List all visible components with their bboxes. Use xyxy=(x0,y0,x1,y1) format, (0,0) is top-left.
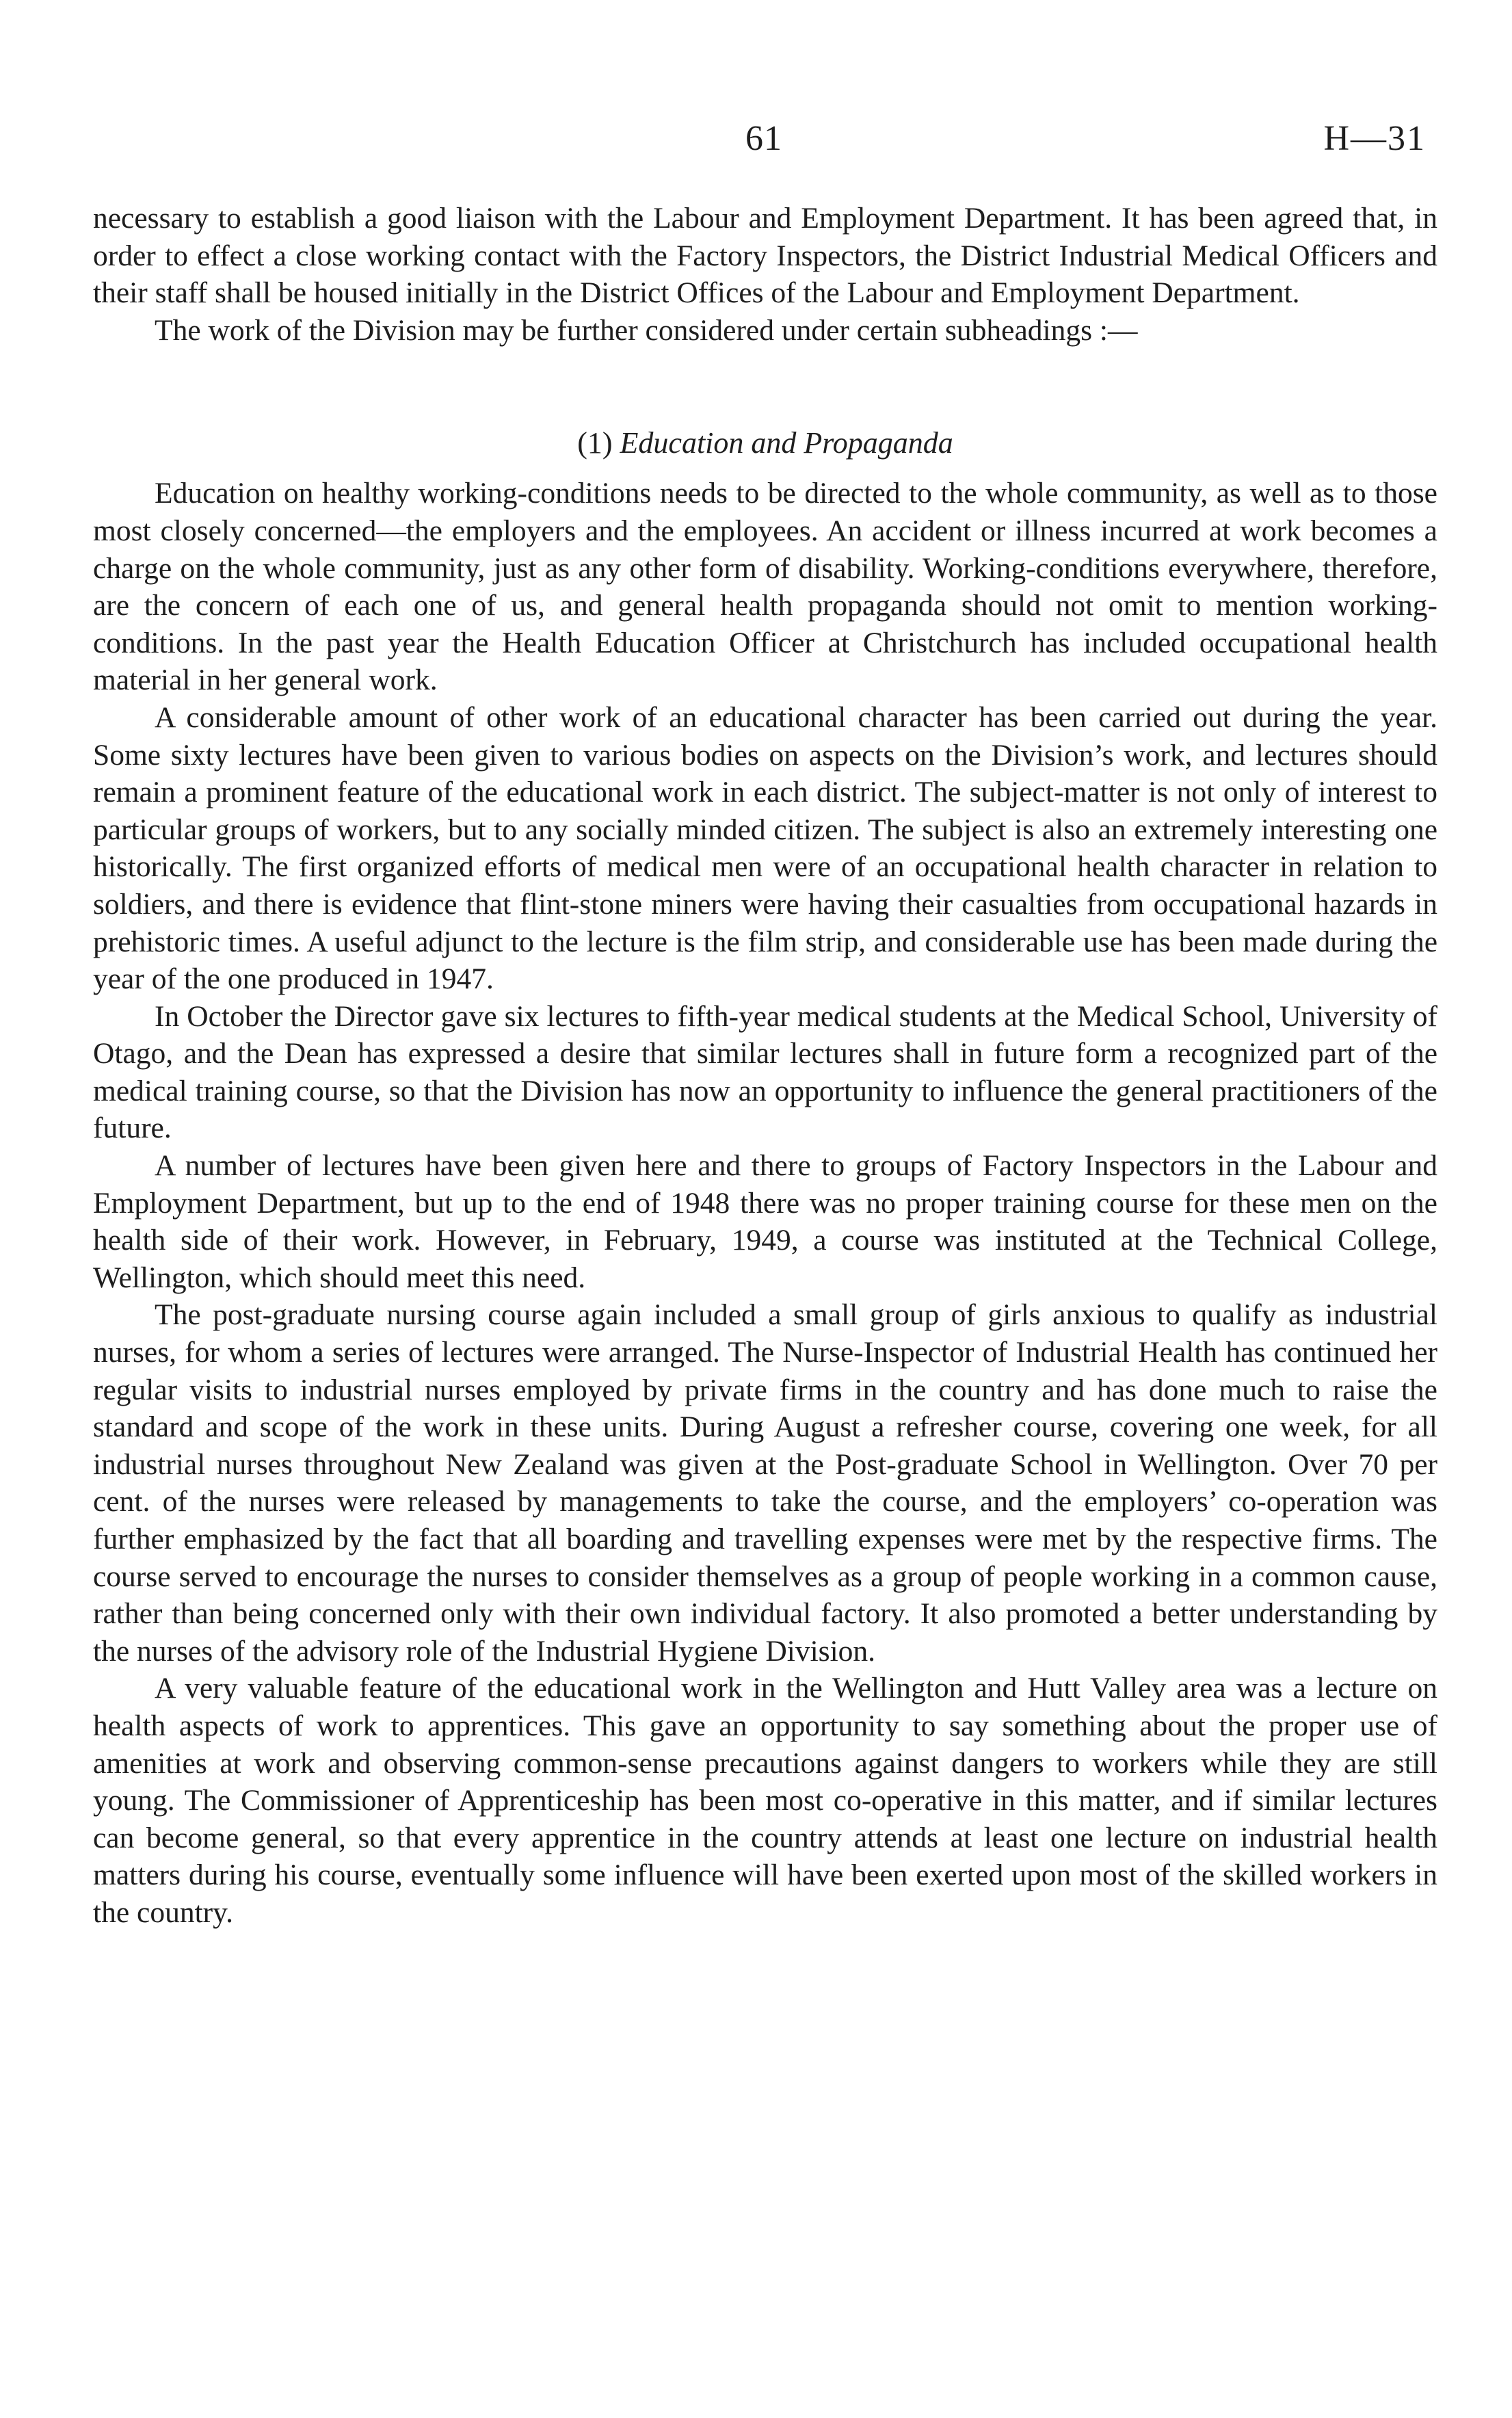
page-header xyxy=(0,115,1512,163)
paragraph: Education on healthy working-conditions needs to be directed to the whole community, as well as to those most closely concerned—the employers and the employees. An accident or illness incurred at work becomes a charge on the whole community, just as any other form of disability. Working-conditions everywhere, therefore, are the concern of each one of us, and general health propaganda should not omit to mention working-conditions. In the past year the Health Education Officer at Christchurch has included occupational health material in her general work. xyxy=(93,477,1437,697)
paragraph: A considerable amount of other work of an educational character has been carried out during the year. Some sixty lectures have been given to various bodies on aspects on the Division’s work, and lectures should remain a prominent feature of the educational work in each district. The subject-matter is not only of interest to particular groups of workers, but to any socially minded citizen. The subject is also an extremely interesting one historically. The first organized efforts of medical men were of an occupational health character in relation to soldiers, and there is evidence that flint-stone miners were having their casualties from occupational hazards in prehistoric times. A useful adjunct to the lecture is the film strip, and considerable use has been made during the year of the one produced in 1947. xyxy=(93,700,1437,996)
section-heading xyxy=(93,424,1437,462)
paragraph: A very valuable feature of the educational work in the Wellington and Hutt Valley area was a lecture on health aspects of work to apprentices. This gave an opportunity to say something about the proper use of amenities at work and observing common-sense precautions against dangers to workers while they are still young. The Commissioner of Apprenticeship has been most co-operative in this matter, and if similar lectures can become general, so that every apprentice in the country attends at least one lecture on industrial health matters during his course, eventually some influence will have been exerted upon most of the skilled workers in the country. xyxy=(93,1672,1437,1929)
paragraph: In October the Director gave six lectures to fifth-year medical students at the Medical School, University of Otago, and the Dean has expressed a desire that similar lectures shall in future form a recognized part of the medical training course, so that the Division has now an opportunity to influence the general practitioners of the future. xyxy=(93,999,1437,1145)
section-number: (1) xyxy=(577,426,613,460)
document-reference: H—31 xyxy=(1323,119,1426,158)
paragraph: The post-graduate nursing course again included a small group of girls anxious to qualify as industrial nurses, for whom a series of lectures were arranged. The Nurse-Inspector of Industrial Health has continued her regular visits to industrial nurses employed by private firms in the country and has done much to raise the standard and scope of the work in these units. During August a refresher course, covering one week, for all industrial nurses throughout New Zealand was given at the Post-graduate School in Wellington. Over 70 per cent. of the nurses were released by managements to take the course, and the employers’ co-operation was further emphasized by the fact that all boarding and travelling expenses were met by the respective firms. The course served to encourage the nurses to consider themselves as a group of people working in a common cause, rather than being concerned only with their own individual factory. It also promoted a better understanding by the nurses of the advisory role of the Industrial Hygiene Division. xyxy=(93,1298,1437,1668)
paragraph: A number of lectures have been given here and there to groups of Factory Inspectors in the Labour and Employment Department, but up to the end of 1948 there was no proper training course for these men on the health side of their work. However, in February, 1949, a course was instituted at the Technical College, Wellington, which should meet this need. xyxy=(93,1149,1437,1294)
paragraph: The work of the Division may be further considered under certain subheadings :— xyxy=(155,313,1138,347)
body-text xyxy=(93,200,1437,1932)
section-title: Education and Propaganda xyxy=(620,426,953,460)
page-number: 61 xyxy=(745,119,782,158)
paragraph: necessary to establish a good liaison with the Labour and Employment Department. It has been agreed that, in order to effect a close working contact with the Factory Inspectors, the District Industrial Medical Officers and their staff shall be housed initially in the District Offices of the Labour and Employment Department. xyxy=(93,202,1437,310)
